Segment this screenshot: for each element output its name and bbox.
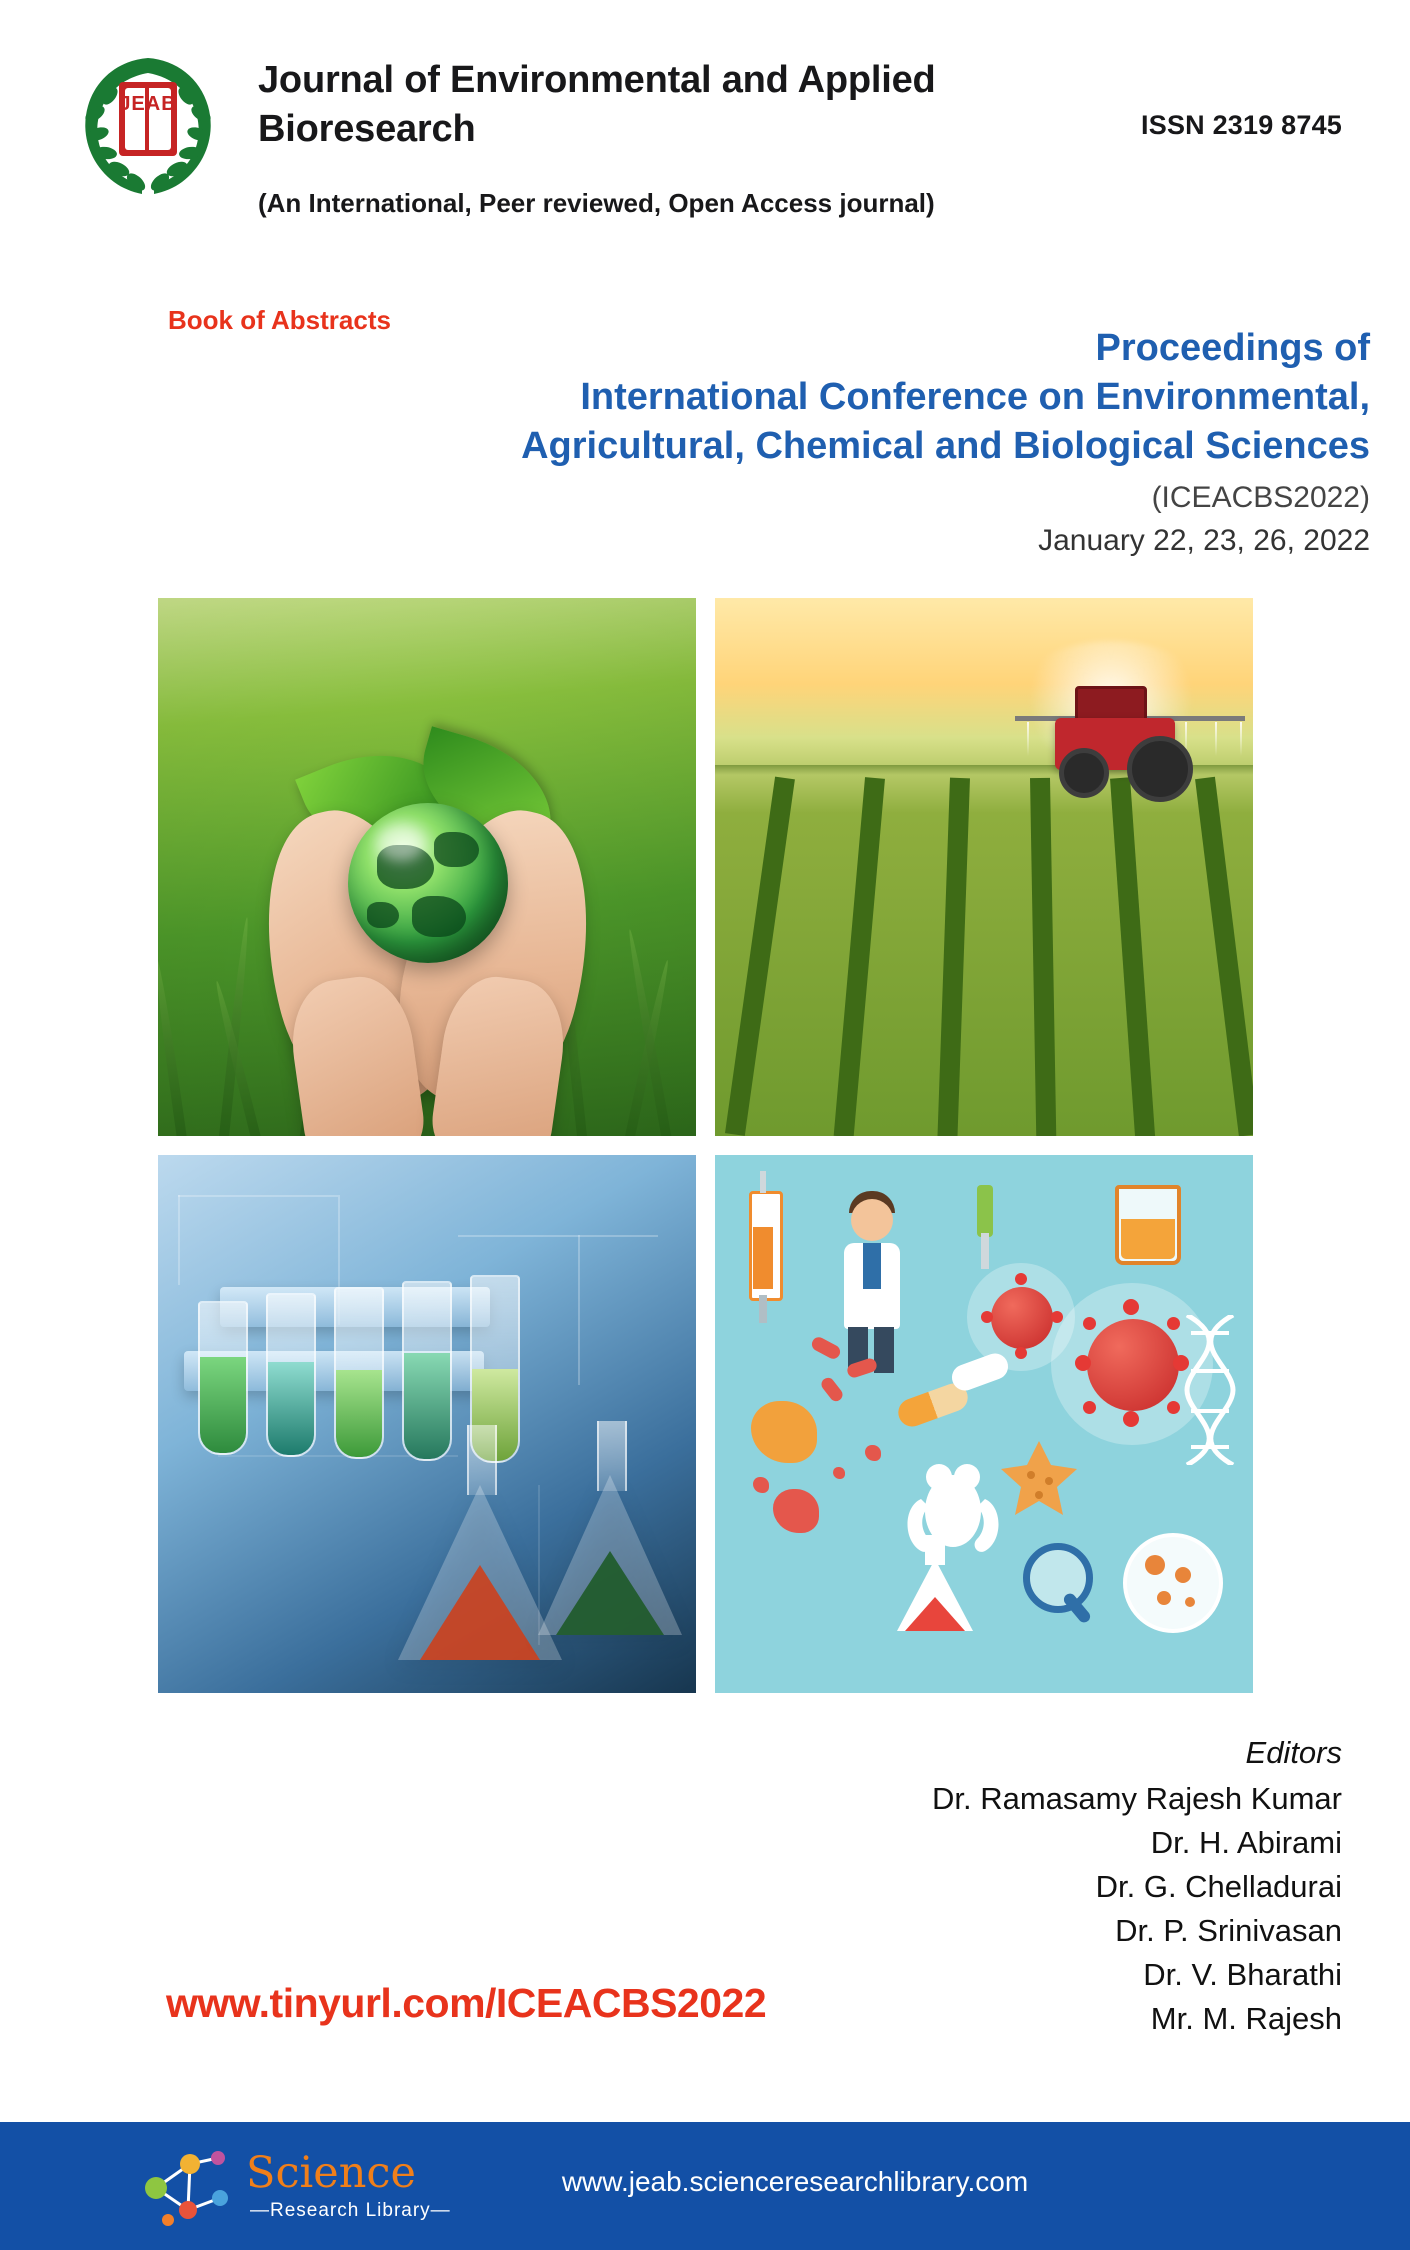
publisher-website-url[interactable]: www.jeab.scienceresearchlibrary.com <box>561 2166 1029 2197</box>
publisher-name: Science <box>246 2148 416 2198</box>
proceedings-title-block <box>185 325 1370 562</box>
image-hands-holding-green-globe <box>158 598 696 1136</box>
page-footer <box>0 2122 1410 2250</box>
editors-label: Editors <box>1245 1735 1342 1770</box>
journal-title: Journal of Environmental and Applied Bioresearch <box>258 59 936 150</box>
publisher-subtitle: —Research Library— <box>250 2200 451 2221</box>
image-laboratory-glassware <box>158 1155 696 1693</box>
editor-name: Dr. H. Abirami <box>1150 1825 1342 1861</box>
proceedings-line-3: Agricultural, Chemical and Biological Sciences <box>521 424 1370 467</box>
conference-dates: January 22, 23, 26, 2022 <box>1038 524 1370 558</box>
editor-name: Mr. M. Rajesh <box>1150 2001 1342 2037</box>
book-of-abstracts-label: Book of Abstracts <box>168 305 391 335</box>
editor-name: Dr. G. Chelladurai <box>1095 1869 1342 1905</box>
editor-name: Dr. P. Srinivasan <box>1115 1913 1342 1949</box>
issn-number: ISSN 2319 8745 <box>1141 110 1342 140</box>
conference-tinyurl-link[interactable]: www.tinyurl.com/ICEACBS2022 <box>166 1980 767 2026</box>
conference-acronym: (ICEACBS2022) <box>1151 481 1370 515</box>
proceedings-line-2: International Conference on Environmental, <box>580 375 1370 418</box>
jeab-logo-text: JEAB <box>119 93 177 115</box>
proceedings-line-1: Proceedings of <box>1095 327 1370 369</box>
editor-name: Dr. V. Bharathi <box>1143 1957 1342 1993</box>
image-tractor-spraying-field <box>715 598 1253 1136</box>
editor-name: Dr. Ramasamy Rajesh Kumar <box>931 1781 1342 1816</box>
image-biology-illustration <box>715 1155 1253 1693</box>
jeab-logo <box>62 52 234 204</box>
cover-image-grid <box>158 598 1253 1703</box>
journal-subtitle: (An International, Peer reviewed, Open Access journal) <box>258 188 935 218</box>
journal-header <box>0 38 1410 223</box>
